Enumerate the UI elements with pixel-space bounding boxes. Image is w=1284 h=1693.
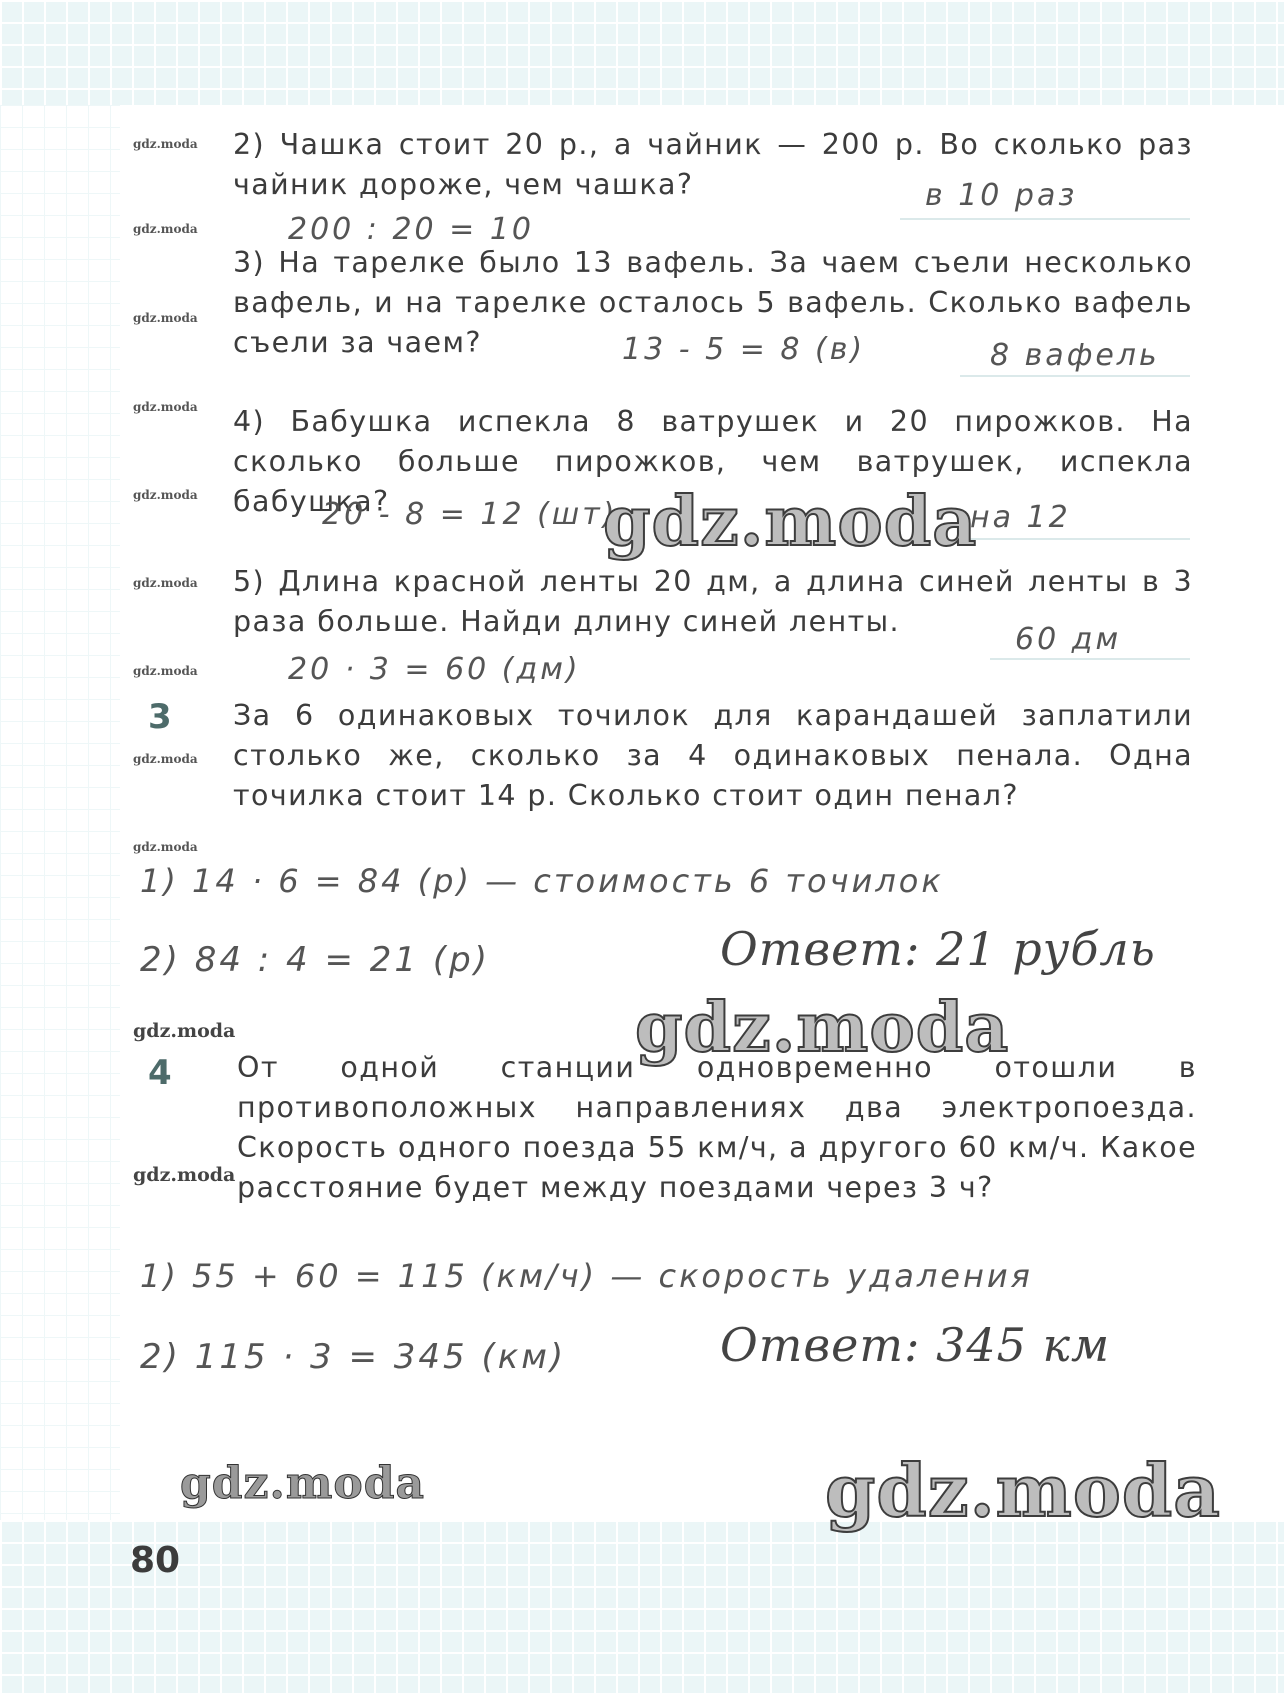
- task-2-4-solution: 20 - 8 = 12 (шт): [322, 497, 618, 532]
- task-2-2-text: 2) Чашка стоит 20 р., а чайник — 200 р. Во сколько раз чайник дороже, чем чашка?: [233, 128, 1193, 201]
- task-3-text: За 6 одинаковых точилок для карандашей заплатили столько же, сколько за 4 одинаковых пенала. Одна точилка стоит 14 р. Сколько стоит один пенал?: [233, 699, 1193, 812]
- task-2-2-answer: в 10 раз: [925, 178, 1078, 213]
- watermark-small: gdz.moda: [133, 400, 198, 414]
- answer-line: [900, 218, 1190, 220]
- watermark-large: gdz.moda: [603, 482, 978, 562]
- grid-background-left: [0, 105, 120, 1520]
- answer-line: [960, 375, 1190, 377]
- watermark-small: gdz.moda: [133, 222, 198, 236]
- task-2-4-text: 4) Бабушка испекла 8 ватрушек и 20 пирожков. На сколько больше пирожков, чем ватрушек, испекла бабушка?: [233, 405, 1193, 518]
- page-number: 80: [130, 1540, 181, 1581]
- answer-line: [990, 658, 1190, 660]
- task-4-answer: Ответ: 345 км: [720, 1318, 1111, 1372]
- task-3-step-1: 1) 14 · 6 = 84 (р) — стоимость 6 точилок: [140, 862, 944, 900]
- task-2-5-text: 5) Длина красной ленты 20 дм, а длина синей ленты в 3 раза больше. Найди длину синей ленты.: [233, 565, 1193, 638]
- task-2-4-answer: на 12: [970, 500, 1071, 535]
- watermark-small: gdz.moda: [133, 311, 198, 325]
- grid-background-bottom: [0, 1520, 1284, 1693]
- watermark-small: gdz.moda: [133, 488, 198, 502]
- task-3-step-2: 2) 84 : 4 = 21 (р): [140, 940, 490, 980]
- task-2-3-solution: 13 - 5 = 8 (в): [622, 332, 866, 367]
- grid-background-top: [0, 0, 1284, 105]
- watermark-small: gdz.moda: [133, 576, 198, 590]
- task-4-step-1: 1) 55 + 60 = 115 (км/ч) — скорость удаления: [140, 1257, 1033, 1295]
- task-2-3-answer: 8 вафель: [990, 338, 1160, 373]
- task-2-2-solution: 200 : 20 = 10: [288, 212, 534, 247]
- watermark-medium: gdz.moda: [133, 1020, 236, 1042]
- watermark-large: gdz.moda: [825, 1448, 1221, 1533]
- watermark-medium: gdz.moda: [133, 1164, 236, 1186]
- task-3-number: 3: [148, 697, 172, 737]
- task-4-number: 4: [148, 1053, 172, 1093]
- watermark-large: gdz.moda: [635, 988, 1010, 1068]
- task-4-text: От одной станции одновременно отошли в противоположных направлениях два электропоезда. Скорость одного поезда 55 км/ч, а другого 60 км/ч. Какое расстояние будет между поездами через 3 ч?: [237, 1051, 1197, 1204]
- watermark-small: gdz.moda: [133, 752, 198, 766]
- task-4-step-2: 2) 115 · 3 = 345 (км): [140, 1337, 567, 1377]
- watermark-small: gdz.moda: [133, 664, 198, 678]
- watermark-small: gdz.moda: [133, 840, 198, 854]
- task-2-5-answer: 60 дм: [1015, 622, 1122, 657]
- watermark-small: gdz.moda: [133, 137, 198, 151]
- task-2-5-solution: 20 · 3 = 60 (дм): [288, 652, 581, 687]
- task-2-3-text: 3) На тарелке было 13 вафель. За чаем съели несколько вафель, и на тарелке осталось 5 вафель. Сколько вафель съели за чаем?: [233, 246, 1193, 359]
- answer-line: [960, 538, 1190, 540]
- task-3-answer: Ответ: 21 рубль: [720, 922, 1156, 976]
- watermark-large: gdz.moda: [180, 1458, 426, 1509]
